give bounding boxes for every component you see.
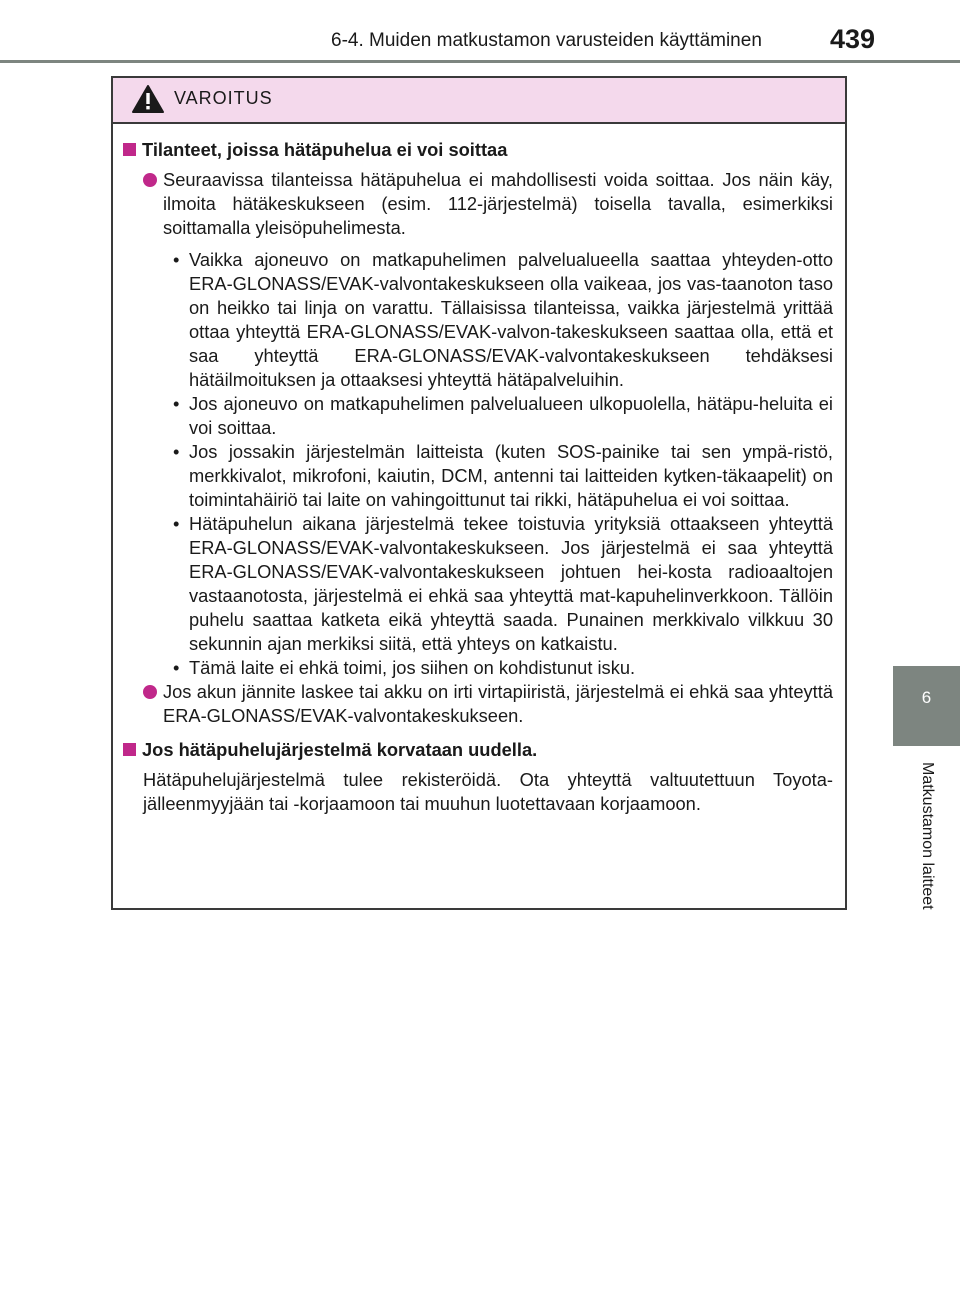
page-number: 439: [830, 24, 876, 54]
sub-list: [173, 248, 833, 680]
dot-marker: •: [173, 441, 180, 462]
chapter-tab: [893, 666, 960, 746]
bullet-text: Jos akun jännite laskee tai akku on irti virtapiiristä, järjestelmä ei ehkä saa yhteyttä ERA-GLONASS/EVAK-valvontakeskukseen.: [163, 681, 833, 726]
chapter-tab-label: Matkustamon laitteet: [919, 762, 936, 910]
chapter-tab-number: 6: [921, 688, 932, 707]
warning-box: [111, 76, 847, 910]
square-bullet-icon: [123, 143, 136, 156]
section-heading: [123, 138, 833, 162]
sub-list-item: [173, 512, 833, 656]
bullet-item: [143, 168, 833, 240]
sub-list-item: [173, 248, 833, 392]
square-bullet-icon: [123, 743, 136, 756]
sub-list-text: Tämä laite ei ehkä toimi, jos siihen on kohdistunut isku.: [189, 657, 636, 678]
sub-list-text: Jos ajoneuvo on matkapuhelimen palvelualueen ulkopuolella, hätäpu-heluita ei voi soittaa.: [189, 393, 833, 438]
circle-bullet-icon: [143, 685, 157, 699]
dot-marker: •: [173, 393, 180, 414]
sub-list-text: Jos jossakin järjestelmän laitteista (kuten SOS-painike tai sen ympä-ristö, merkkivalot, mikrofoni, kaiutin, DCM, antenni tai laitteiden kytken-täkaapelit) on toimintahäiriö tai laite on vahingoittunut tai rikki, hätäpuhelua ei voi soittaa.: [189, 441, 833, 510]
section-heading-text: Tilanteet, joissa hätäpuhelua ei voi soittaa: [142, 139, 508, 160]
dot-marker: •: [173, 513, 180, 534]
sub-list-item: [173, 440, 833, 512]
warning-header: [113, 78, 845, 124]
sub-list-item: [173, 392, 833, 440]
dot-marker: •: [173, 657, 180, 678]
section-heading: [123, 738, 833, 762]
bullet-item: [143, 680, 833, 728]
dot-marker: •: [173, 249, 180, 270]
warning-triangle-icon: [131, 84, 165, 114]
section-text: Hätäpuhelujärjestelmä tulee rekisteröidä. Ota yhteyttä valtuutettuun Toyota-jälleenmyyjään tai -korjaamoon tai muuhun luotettavaan korjaamoon.: [143, 769, 833, 814]
sub-list-item: [173, 656, 833, 680]
bullet-text: Seuraavissa tilanteissa hätäpuhelua ei mahdollisesti voida soittaa. Jos näin käy, ilmoita hätäkeskukseen (esim. 112-järjestelmä) toisella tavalla, esimerkiksi soittamalla yleisöpuhelimesta.: [163, 169, 833, 238]
chapter-title: 6-4. Muiden matkustamon varusteiden käyttäminen: [331, 30, 762, 51]
section-heading-text: Jos hätäpuhelujärjestelmä korvataan uudella.: [142, 739, 538, 760]
circle-bullet-icon: [143, 173, 157, 187]
warning-label: VAROITUS: [174, 88, 273, 108]
sub-list-text: Hätäpuhelun aikana järjestelmä tekee toistuvia yrityksiä ottaakseen yhteyttä ERA-GLONASS/EVAK-valvontakeskukseen. Jos järjestelmä ei saa yhteyttä ERA-GLONASS/EVAK-valvontakeskukseen johtuen hei-kosta radioaaltojen vastaanotosta, järjestelmä ei ehkä saa yhteyttä mat-kapuhelinverkkoon. Tällöin puhelu saattaa katketa eikä yhteyttä saada. Punainen merkkivalo vilkkuu 30 sekunnin ajan merkiksi siitä, että yhteys on katkaistu.: [189, 513, 833, 654]
header-rule: [0, 60, 960, 63]
sub-list-text: Vaikka ajoneuvo on matkapuhelimen palvelualueella saattaa yhteyden-otto ERA-GLONASS/EVAK-valvontakeskukseen olla vaikeaa, jos vas-taanoton taso on heikko tai linja on varattu. Tällaisissa tilanteissa, vaikka järjestelmä yrittää ottaa yhteyttä ERA-GLONASS/EVAK-valvon-takeskukseen saattaa olla, että et saa yhteyttä ERA-GLONASS/EVAK-valvontakeskukseen tehdäksesi hätäilmoituksen ja ottaaksesi yhteyttä hätäpalveluihin.: [189, 249, 833, 390]
warning-body: [113, 124, 845, 816]
